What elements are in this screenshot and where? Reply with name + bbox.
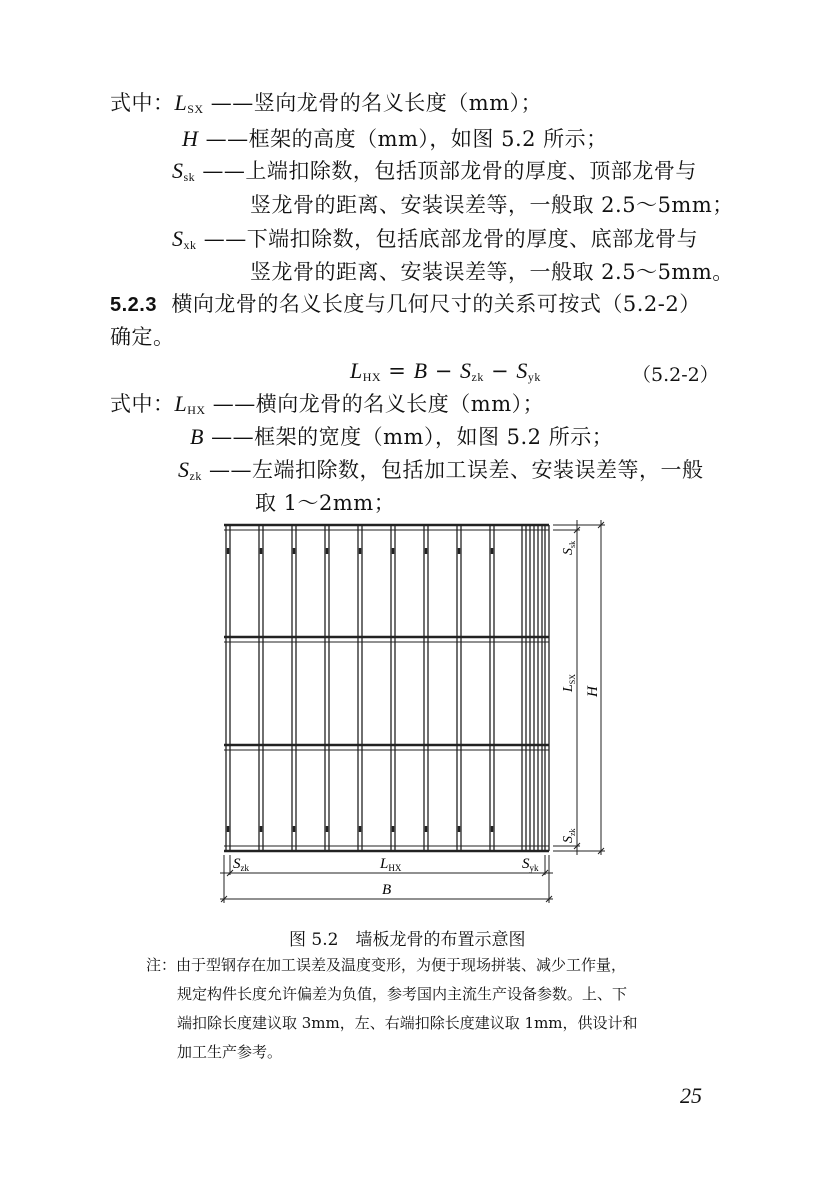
label-szk: $S_{zk}$ [233, 856, 249, 873]
definition-text: 取 1～2mm； [255, 491, 396, 515]
subscript: zk [189, 469, 202, 483]
vertical-studs [226, 525, 549, 851]
label-h: H [585, 686, 601, 697]
dash: —— [212, 392, 256, 416]
symbol: S [178, 457, 190, 482]
label-syk: $S_{yk}$ [522, 856, 539, 873]
symbol: S [516, 358, 528, 383]
label-lsx: $L_{SX}$ [561, 673, 577, 692]
dash: —— [210, 91, 254, 115]
vertical-stud [457, 525, 461, 851]
vertical-stud [538, 525, 542, 851]
vertical-stud [424, 525, 428, 851]
symbol: B [413, 358, 428, 383]
symbol: S [460, 358, 472, 383]
horizontal-track-upper [224, 637, 549, 642]
vertical-stud [259, 525, 263, 851]
clause-text: 横向龙骨的名义长度与几何尺寸的关系可按式（5.2-2） [171, 292, 701, 316]
vertical-stud [226, 525, 230, 851]
dash: —— [205, 127, 249, 151]
figure-caption: 图 5.2 墙板龙骨的布置示意图 [289, 930, 526, 950]
dash: —— [209, 458, 253, 482]
definition-text: 框架的宽度（mm），如图 5.2 所示； [254, 425, 614, 449]
horizontal-track-bottom [224, 846, 549, 851]
subscript: zk [471, 370, 484, 384]
symbol: L [174, 391, 188, 416]
minus-sign: − [434, 359, 453, 383]
page-number: 25 [680, 1083, 702, 1108]
vertical-stud [292, 525, 296, 851]
dash: —— [211, 425, 255, 449]
dash: —— [203, 227, 247, 251]
note-line-2: 规定构件长度允许偏差为负值，参考国内主流生产设备参数。上、下 [177, 985, 628, 1003]
vertical-stud [522, 525, 526, 851]
note-line-1 [146, 952, 626, 979]
clause-text: 确定。 [110, 325, 175, 349]
definition-text: 左端扣除数，包括加工误差、安装误差等，一般 [252, 458, 704, 482]
where-prefix: 式中： [110, 392, 175, 416]
subscript: HX [362, 370, 382, 384]
definition-text: 横向龙骨的名义长度（mm）； [255, 392, 545, 416]
vertical-stud [530, 525, 534, 851]
label-lhx: $L_{HX}$ [380, 856, 402, 873]
dash: —— [202, 159, 246, 183]
minus-sign: − [491, 359, 510, 383]
vertical-stud [391, 525, 395, 851]
subscript: xk [183, 238, 197, 252]
definition-text: 竖向龙骨的名义长度（mm）； [253, 91, 543, 115]
symbol: L [174, 90, 188, 115]
definition-text: 下端扣除数，包括底部龙骨的厚度、底部龙骨与 [246, 227, 699, 251]
symbol: B [190, 424, 204, 449]
screw-marks [228, 548, 492, 832]
note-prefix: 注： [146, 956, 177, 974]
equals-sign: = [388, 359, 407, 383]
symbol: S [172, 226, 184, 251]
vertical-stud [490, 525, 494, 851]
subscript: SX [187, 102, 204, 116]
symbol: H [182, 126, 199, 151]
note-line-3: 端扣除长度建议取 3mm，左、右端扣除长度建议取 1mm，供设计和 [177, 1014, 638, 1032]
vertical-stud [325, 525, 329, 851]
subscript: HX [187, 403, 206, 417]
vertical-stud [358, 525, 362, 851]
vertical-stud [545, 525, 549, 851]
symbol: S [172, 158, 184, 183]
symbol: L [350, 358, 363, 383]
definition-text: 上端扣除数，包括顶部龙骨的厚度、顶部龙骨与 [245, 159, 697, 183]
clause-number: 5.2.3 [110, 294, 157, 316]
note-text: 由于型钢存在加工误差及温度变形，为便于现场拼装、减少工作量， [176, 956, 627, 974]
definition-text: 框架的高度（mm），如图 5.2 所示； [248, 127, 608, 151]
note-line-4: 加工生产参考。 [177, 1043, 283, 1061]
horizontal-track-lower [224, 745, 549, 750]
subscript: sk [183, 170, 196, 184]
definition-text: 竖龙骨的距离、安装误差等，一般取 2.5～5mm。 [250, 260, 734, 284]
label-b: B [382, 882, 392, 898]
equation-number: （5.2-2） [632, 364, 719, 386]
definition-text: 竖龙骨的距离、安装误差等，一般取 2.5～5mm； [250, 193, 734, 217]
label-ssk: $S_{sk}$ [561, 540, 577, 555]
horizontal-track-top [224, 525, 549, 530]
label-sxk: $S_{zk}$ [561, 828, 577, 843]
where-prefix: 式中： [110, 91, 175, 115]
subscript: yk [527, 370, 541, 384]
